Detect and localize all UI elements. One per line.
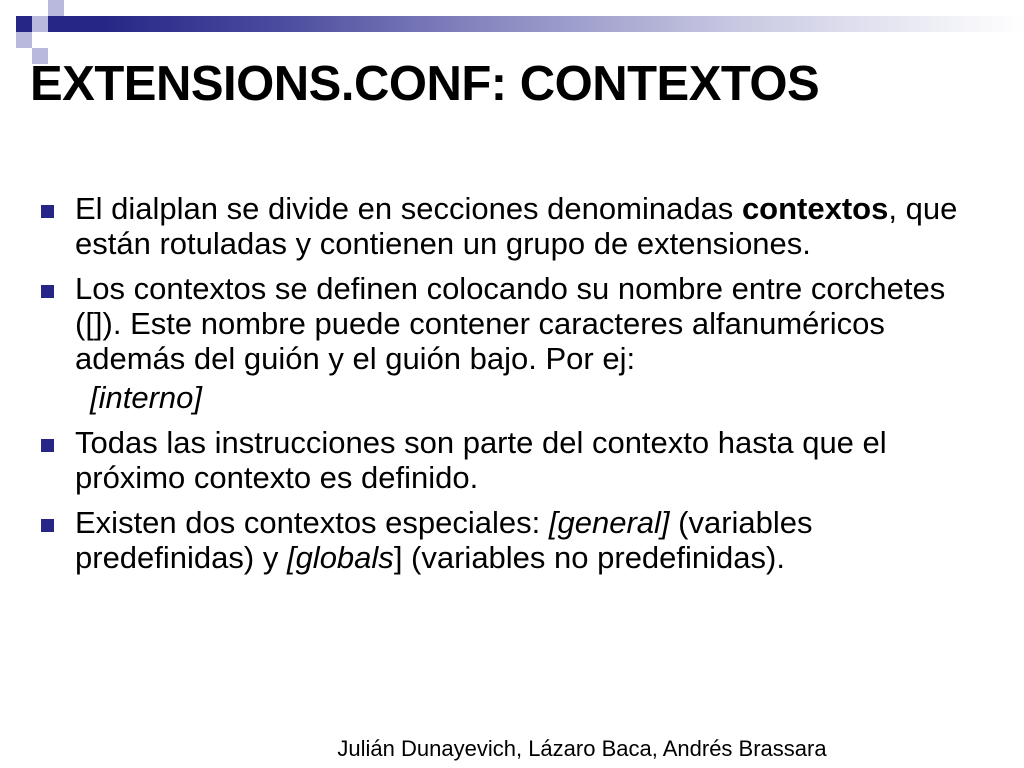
decorative-square: [16, 16, 32, 32]
bullet-text: , que están rotuladas y contienen un grupo de extensiones.: [75, 191, 958, 261]
decorative-square: [16, 32, 32, 48]
bullet-text: El dialplan se divide en secciones denominadas: [75, 191, 742, 226]
bullet-text: ] (variables no predefinidas).: [393, 540, 785, 575]
bullet-text: Los contextos se definen colocando su nombre entre corchetes ([]). Este nombre puede contener caracteres alfanuméricos además del guión y el guión bajo. Por ej:: [75, 271, 946, 376]
decorative-square: [48, 0, 64, 16]
bullet-list: [38, 191, 998, 585]
bullet-item: [38, 505, 998, 575]
bullet-item: [38, 425, 998, 495]
slide-title: EXTENSIONS.CONF: CONTEXTOS: [30, 57, 820, 111]
bullet-text: (variables predefinidas) y: [75, 505, 813, 575]
example-context: [interno]: [90, 380, 203, 415]
square-bullet-icon: [41, 439, 54, 452]
bullet-text: Todas las instrucciones son parte del contexto hasta que el próximo contexto es definido.: [75, 425, 887, 495]
context-name: [globals: [286, 540, 394, 575]
decorative-square: [32, 16, 48, 32]
header-gradient-bar: [64, 16, 1024, 32]
bullet-text: Existen dos contextos especiales:: [75, 505, 549, 540]
footer-authors: Julián Dunayevich, Lázaro Baca, Andrés Brassara: [337, 736, 827, 761]
bullet-item: [38, 191, 998, 261]
context-name: [general]: [548, 505, 670, 540]
decorative-square: [48, 16, 64, 32]
square-bullet-icon: [41, 519, 54, 532]
square-bullet-icon: [41, 285, 54, 298]
bold-term: contextos: [741, 191, 889, 226]
bullet-item: [38, 271, 998, 376]
square-bullet-icon: [41, 205, 54, 218]
